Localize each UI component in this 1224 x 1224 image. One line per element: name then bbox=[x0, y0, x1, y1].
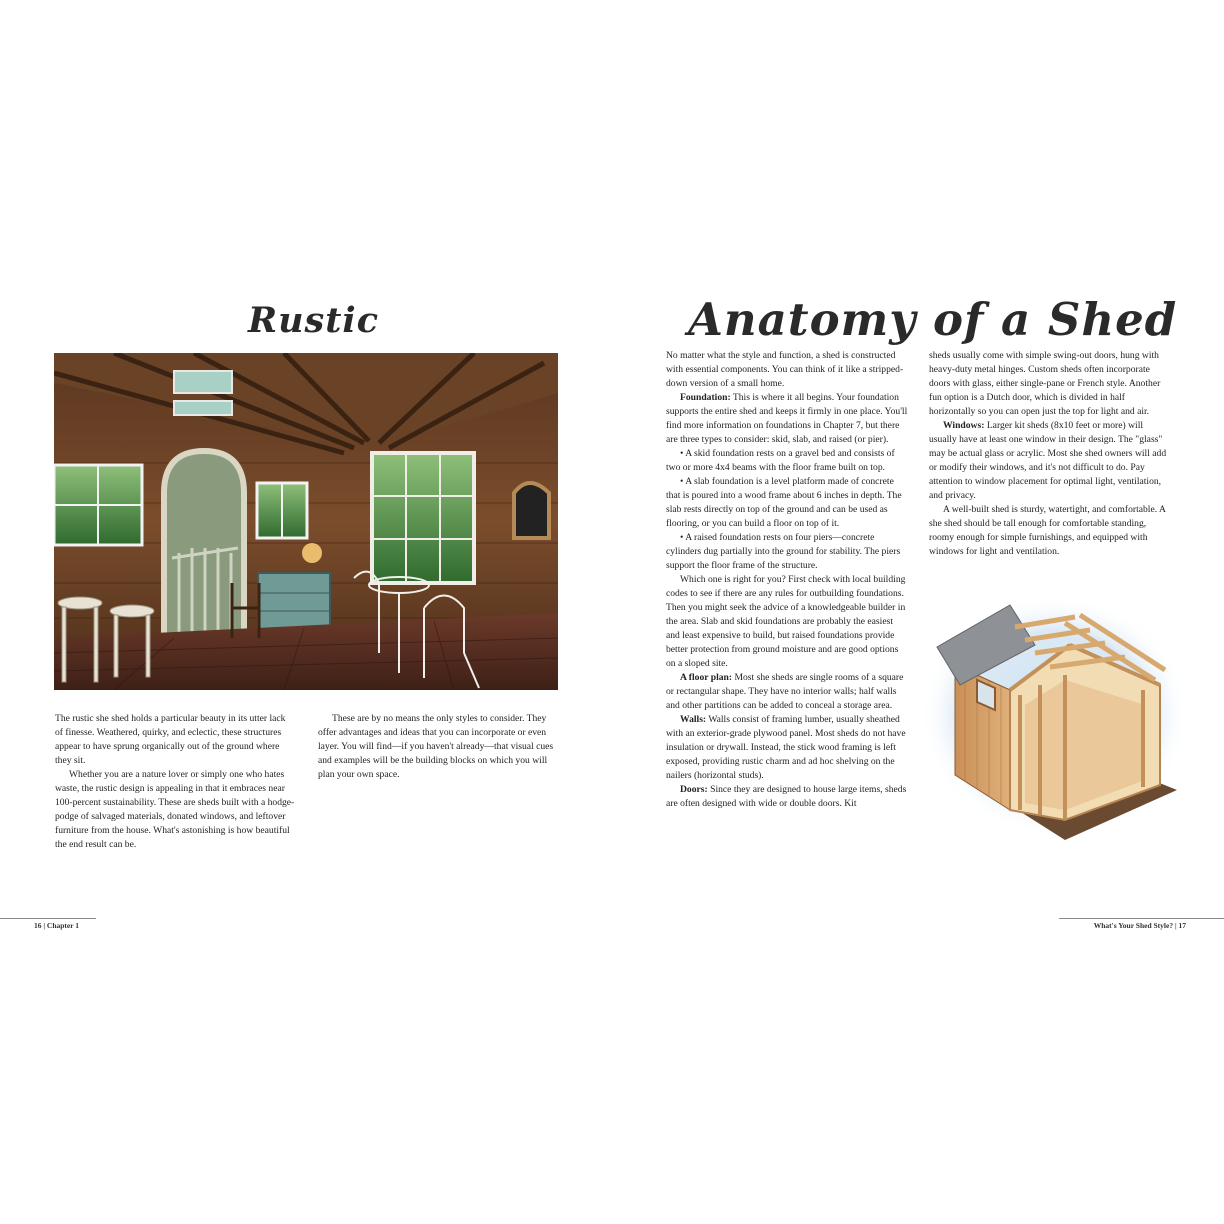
bullet-skid: • A skid foundation rests on a gravel bed and consists of two or more 4x4 beams with the floor frame built on top. bbox=[666, 448, 895, 473]
folio-right: What's Your Shed Style? | 17 bbox=[1093, 921, 1186, 930]
shed-framing-illustration bbox=[915, 585, 1190, 850]
foundation-label: Foundation: bbox=[680, 392, 731, 403]
anatomy-text-column-2 bbox=[929, 349, 1171, 559]
doors-text: Since they are designed to house large items, sheds are often designed with wide or double doors. Kit bbox=[666, 784, 907, 809]
page-title-anatomy: Anatomy of a Shed bbox=[688, 293, 1178, 346]
footer-rule-right bbox=[1059, 918, 1224, 919]
doors-label: Doors: bbox=[680, 784, 708, 795]
closing-paragraph: A well-built shed is sturdy, watertight, and comfortable. A she shed should be tall enough for comfortable standing, roomy enough for simple furnishings, and equipped with windows for light and ventilation. bbox=[929, 504, 1166, 557]
folio-left: 16 | Chapter 1 bbox=[34, 921, 80, 930]
bullet-slab: • A slab foundation is a level platform made of concrete that is poured into a wood frame about 6 inches in depth. The slab rests directly on top of the ground and can be used as flooring, or you can build a floor on top of it. bbox=[666, 476, 902, 529]
footer-rule-left bbox=[0, 918, 96, 919]
rustic-paragraph-1: The rustic she shed holds a particular beauty in its utter lack of finesse. Weathered, quirky, and eclectic, these structures appear to have sprung organically out of the ground where they sit. bbox=[55, 713, 286, 766]
rustic-text-column-1 bbox=[55, 712, 295, 852]
floorplan-text: Most she sheds are single rooms of a square or rectangular shape. They have no interior walls; half walls and other partitions can be added to conceal a storage area. bbox=[666, 672, 904, 711]
windows-label: Windows: bbox=[943, 420, 985, 431]
which-one-paragraph: Which one is right for you? First check with local building codes to see if there are any rules for outbuilding foundations. Then you might seek the advice of a knowledgeable builder in the area. Slab and skid foundations are probably the easiest and least expensive to build, but raised foundations provide better protection from ground moisture and are good options on a sloped site. bbox=[666, 574, 906, 669]
walls-paragraph bbox=[666, 713, 908, 783]
floorplan-label: A floor plan: bbox=[680, 672, 733, 683]
doors-continued: sheds usually come with simple swing-out doors, hung with heavy-duty metal hinges. Custom sheds often incorporate doors with glass, either single-pane or French style. Another fun option is a Dutch door, which is divided in half horizontally so you can open just the top for light and air. bbox=[929, 350, 1161, 417]
anatomy-intro: No matter what the style and function, a shed is constructed with essential components. You can think of it like a stripped-down version of a small home. bbox=[666, 350, 904, 389]
windows-paragraph bbox=[929, 419, 1171, 503]
rustic-paragraph-3: These are by no means the only styles to consider. They offer advantages and ideas that you can incorporate or even layer. You will find—if you haven't already—that visual cues and examples will be the building blocks on which you will plan your own space. bbox=[318, 713, 554, 780]
foundation-paragraph bbox=[666, 391, 908, 447]
foundation-text: This is where it all begins. Your foundation supports the entire shed and keeps it firmly in one place. You'll find more information on foundations in Chapter 7, but there are three types to consider: skid, slab, and raised (or pier). bbox=[666, 392, 908, 445]
rustic-text-column-2 bbox=[318, 712, 558, 782]
rustic-paragraph-2: Whether you are a nature lover or simply one who hates waste, the rustic design is appealing in that it embraces near 100-percent sustainability. These are sheds built with a hodge-podge of salvaged materials, donated windows, and leftover furniture from the house. What's astonishing is how beautiful the end result can be. bbox=[55, 769, 295, 850]
anatomy-text-column-1 bbox=[666, 349, 908, 811]
walls-text: Walls consist of framing lumber, usually sheathed with an exterior-grade plywood panel. Most sheds do not have insulation or drywall. Instead, the stick wood framing is left exposed, providing rustic charm and ad hoc shelving on the nailers (horizontal studs). bbox=[666, 714, 906, 781]
bullet-raised: • A raised foundation rests on four piers—concrete cylinders dug partially into the ground for stability. The piers support the floor frame of the structure. bbox=[666, 532, 901, 571]
page-title-rustic: Rustic bbox=[248, 300, 380, 341]
windows-text: Larger kit sheds (8x10 feet or more) will usually have at least one window in their design. The "glass" may be actual glass or acrylic. Most she shed owners will add or modify their windows, and it's not difficult to do. Pay attention to window placement for optimal light, ventilation, and privacy. bbox=[929, 420, 1167, 501]
rustic-shed-interior-photo bbox=[54, 353, 558, 690]
doors-paragraph bbox=[666, 783, 908, 811]
floorplan-paragraph bbox=[666, 671, 908, 713]
walls-label: Walls: bbox=[680, 714, 707, 725]
